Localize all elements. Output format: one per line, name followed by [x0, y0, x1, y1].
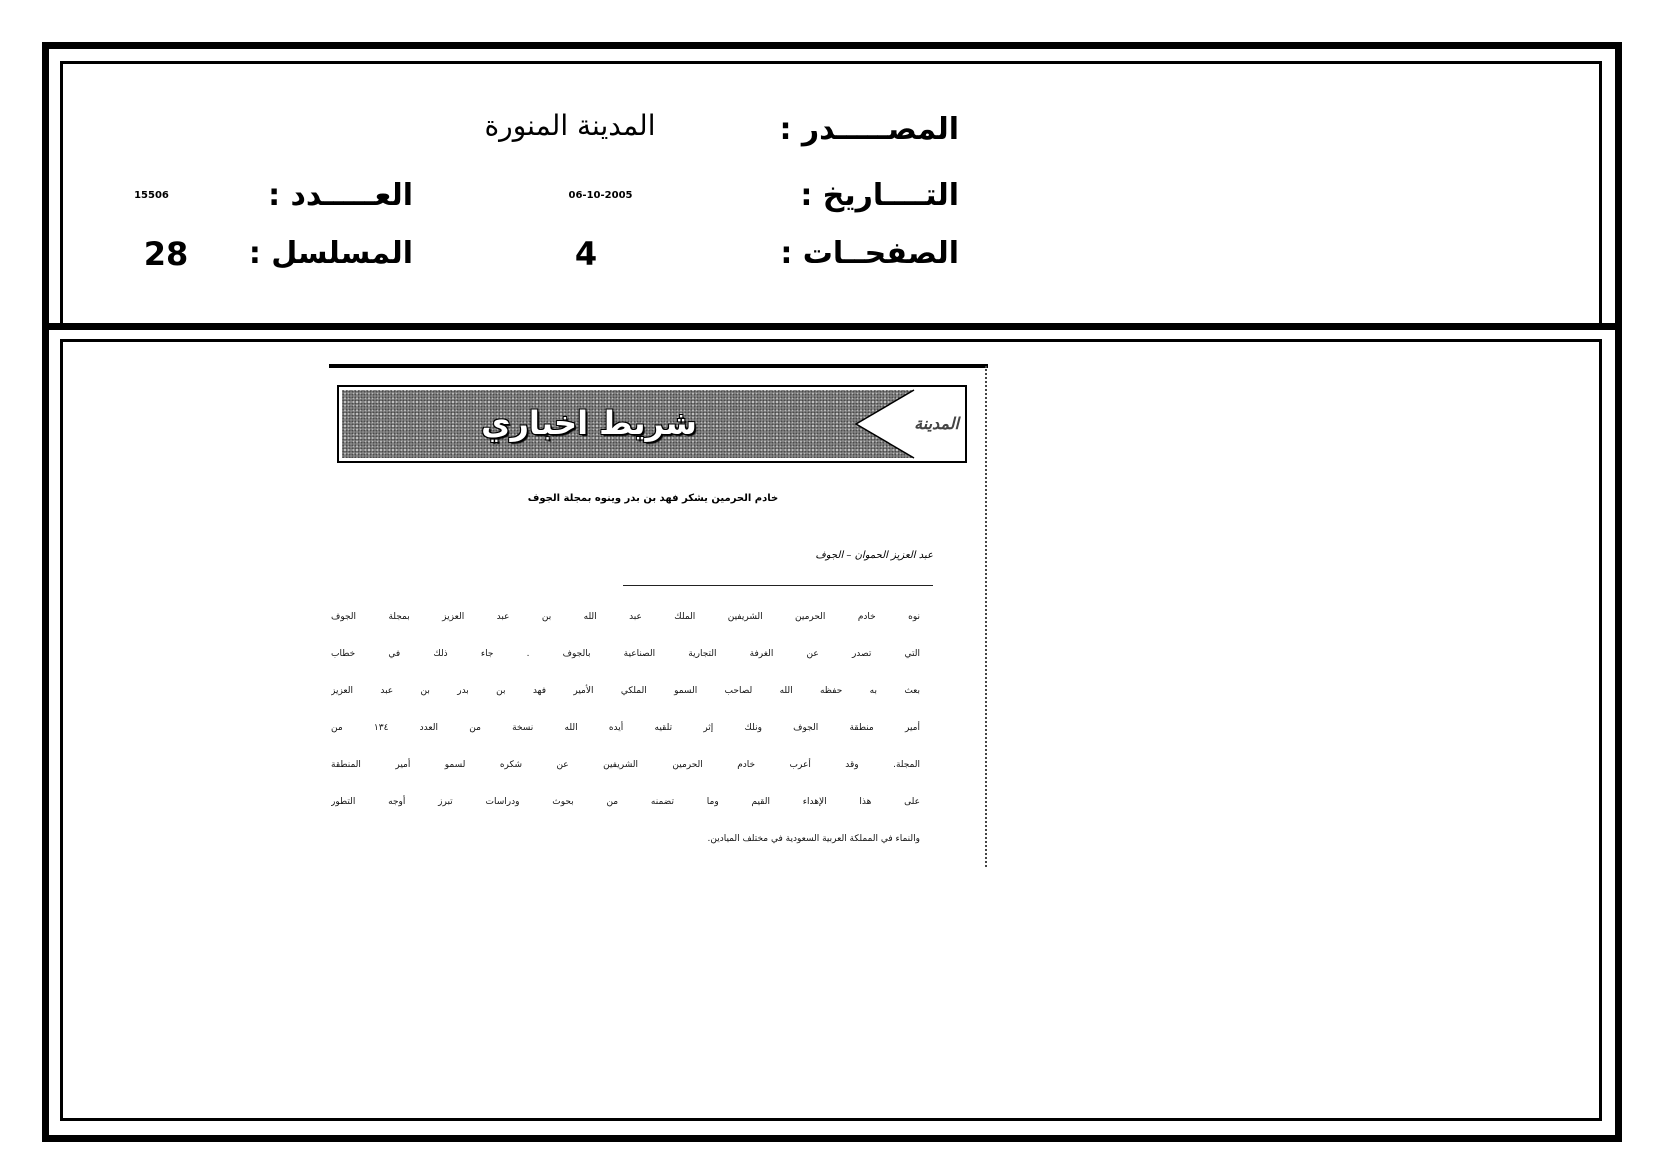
clipping-top-rule [329, 364, 988, 368]
issue-value: 15506 [134, 190, 169, 201]
article-body-line: بعث به حفظه الله لصاحب السمو الملكي الأمير فهد بن بدر بن عبد العزيز [331, 686, 920, 696]
news-ticker-banner [337, 385, 967, 463]
source-label: المصـــــدر : [779, 112, 959, 147]
newspaper-logo: المدينة [914, 414, 959, 433]
article-body-line: التي تصدر عن الغرفة التجارية الصناعية بالجوف . جاء ذلك في خطاب [331, 649, 920, 659]
banner-notch-line [856, 390, 914, 458]
serial-value: 28 [143, 235, 189, 273]
header-separator [42, 323, 1622, 330]
article-body-line: والنماء في المملكة العربية السعودية في مختلف الميادين. [707, 834, 920, 844]
article-headline: خادم الحرمين يشكر فهد بن بدر وينوه بمجلة الجوف [527, 493, 779, 504]
article-body-line: المجلة. وقد أعرب خادم الحرمين الشريفين عن شكره لسمو أمير المنطقة [331, 760, 920, 770]
article-byline: عبد العزيز الحموان – الجوف [815, 550, 933, 561]
issue-label: العـــــدد : [268, 178, 413, 213]
date-value: 06-10-2005 [568, 190, 633, 201]
byline-underline [623, 585, 933, 586]
source-value: المدينة المنورة [484, 109, 656, 142]
article-body-line: أمير منطقة الجوف ونلك إثر تلقيه أيده الله نسخة من العدد ١٣٤ من [331, 723, 920, 733]
serial-label: المسلسل : [248, 236, 413, 271]
pages-value: 4 [574, 235, 598, 273]
banner-title: شريط اخباري [481, 404, 697, 442]
article-body-line: نوه خادم الحرمين الشريفين الملك عبد الله بن عبد العزيز بمجلة الجوف [331, 612, 920, 622]
clipping-cut-edge [985, 366, 987, 867]
date-label: التــــاريخ : [800, 178, 959, 213]
pages-label: الصفحــات : [780, 236, 959, 271]
article-body-line: على هذا الإهداء القيم وما تضمنه من بحوث ودراسات تبرز أوجه التطور [331, 797, 920, 807]
